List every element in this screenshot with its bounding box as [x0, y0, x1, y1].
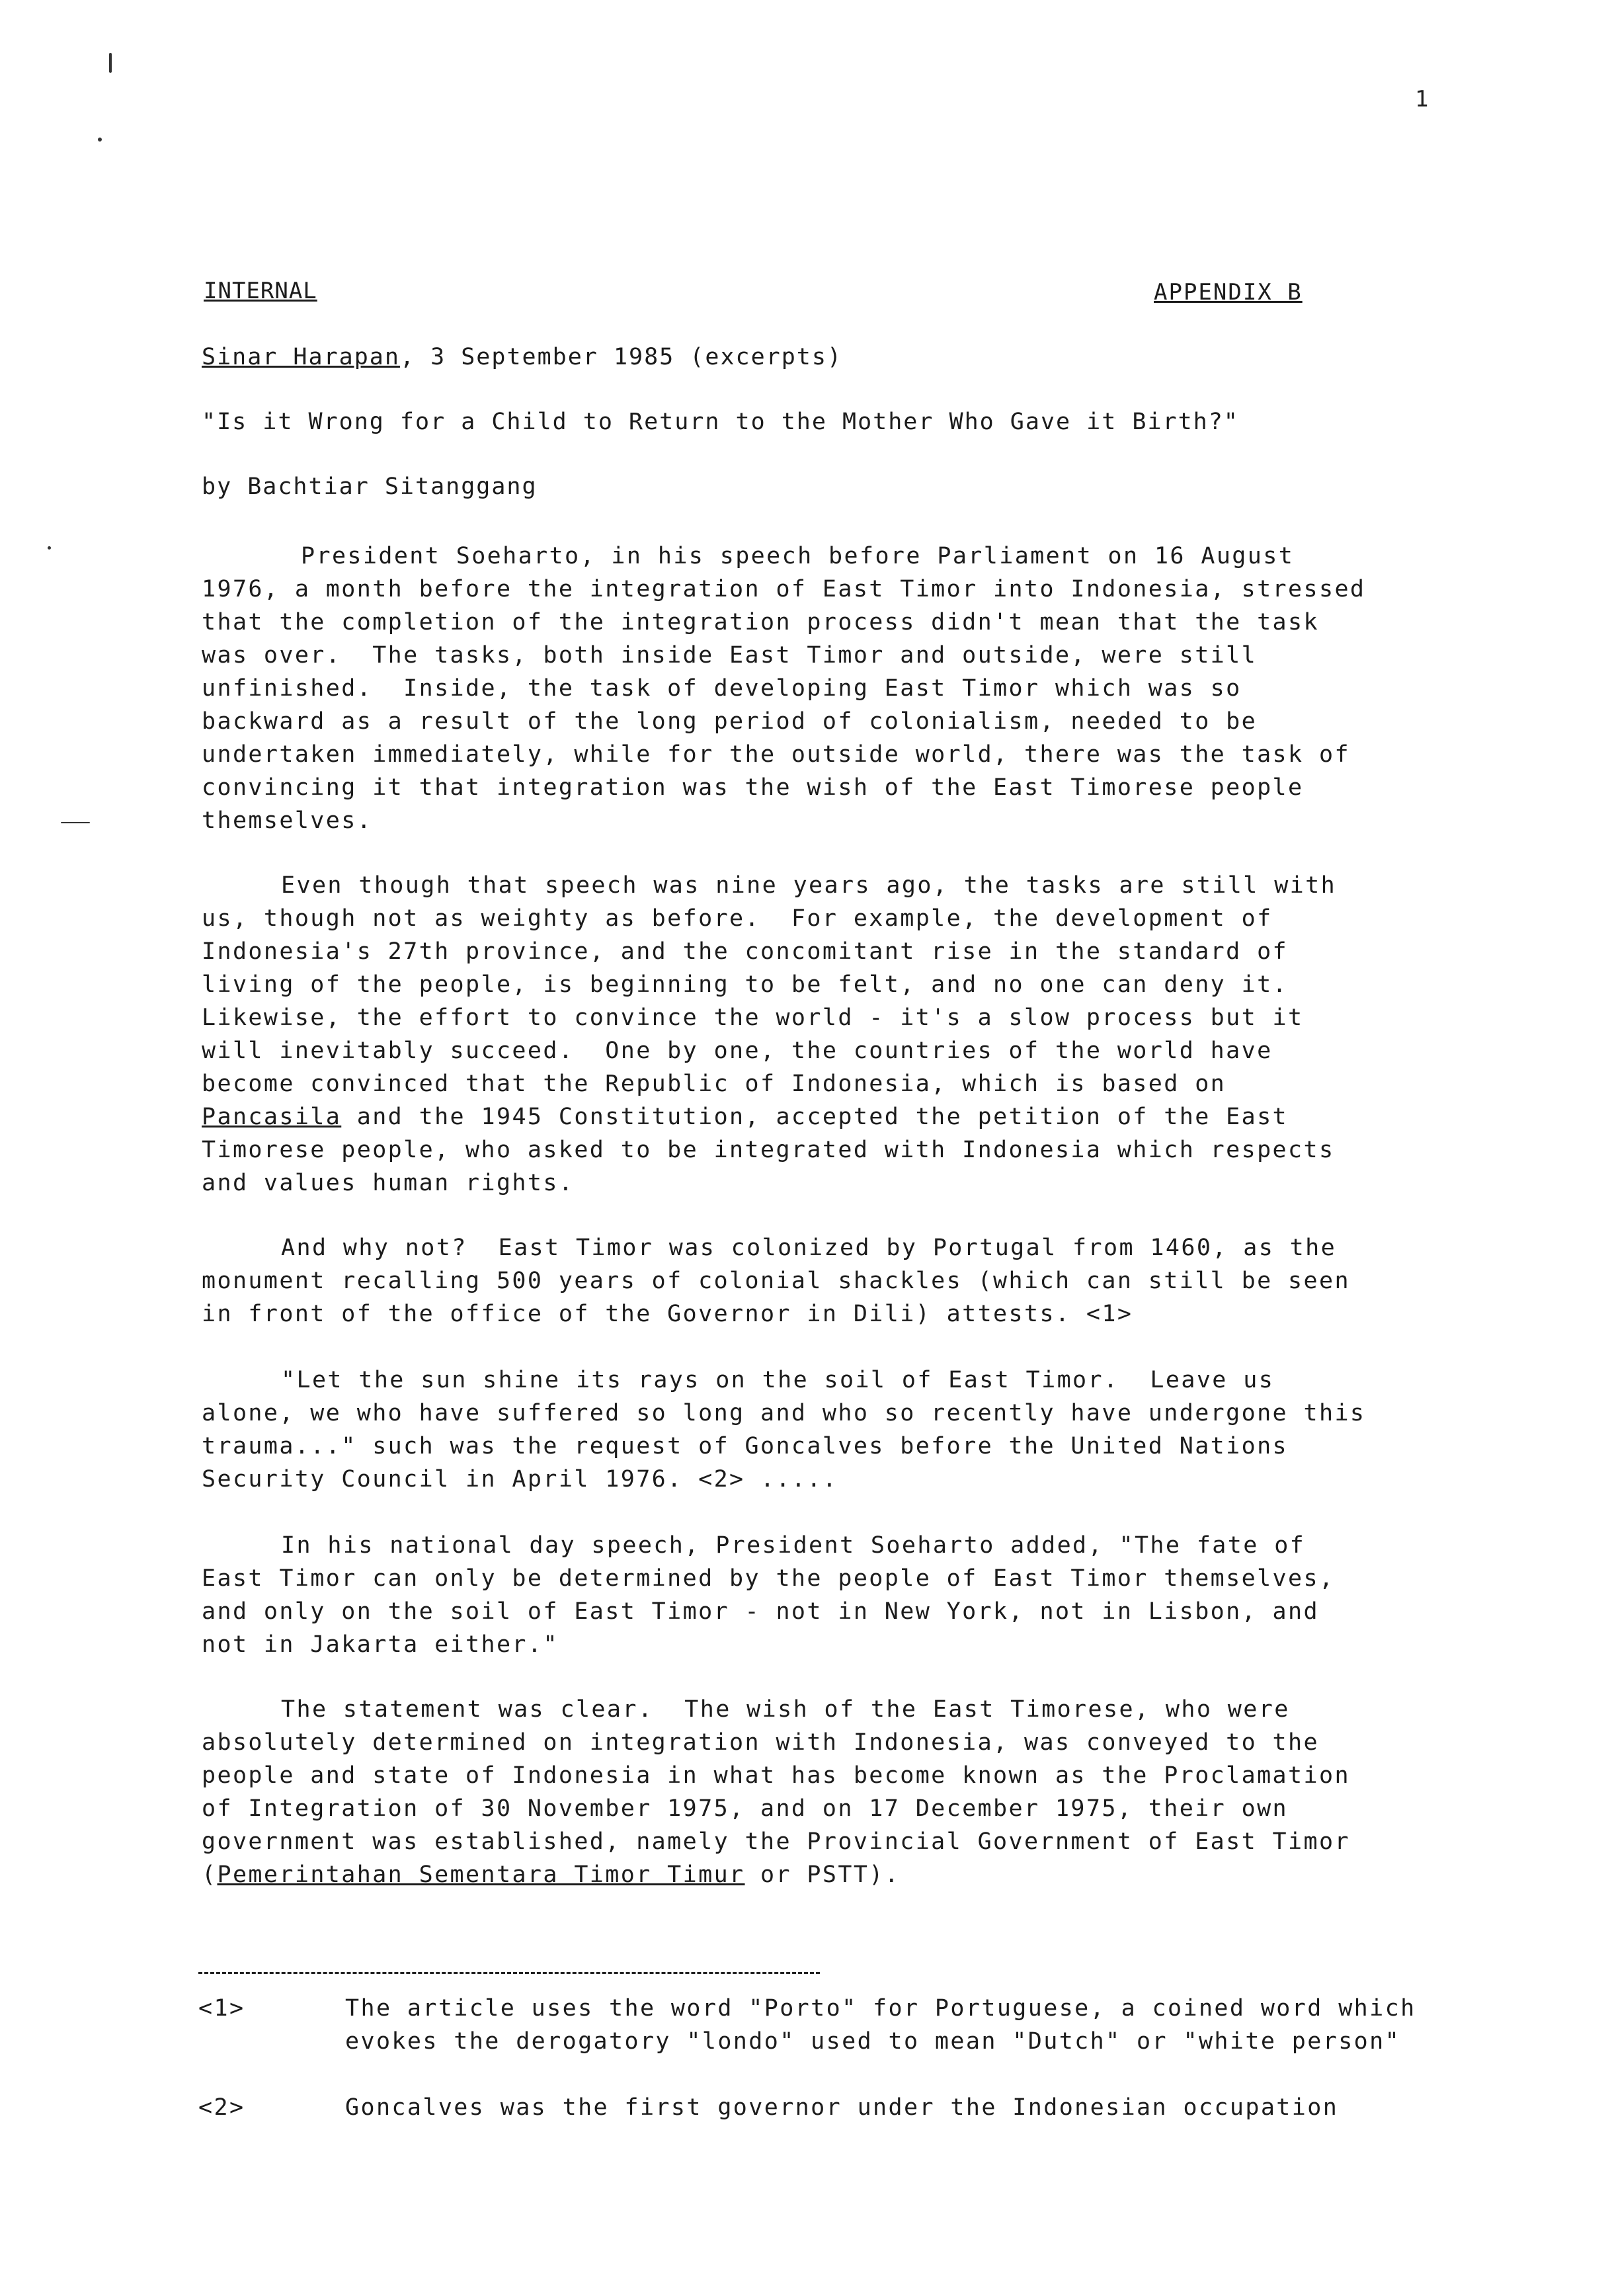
article-byline: by Bachtiar Sitanggang: [202, 473, 538, 500]
paragraph-1: [202, 540, 1458, 837]
footnote-1-mark: <1>: [198, 1995, 245, 2022]
source-line: [202, 344, 842, 370]
paragraph-3: [202, 1231, 1458, 1331]
footnote-1-text: The article uses the word "Porto" for Portuguese, a coined word which evokes the derogatory "londo" used to mean "Dutch" or "white person": [345, 1995, 1416, 2055]
paragraph-6-text-b: or PSTT).: [744, 1862, 901, 1888]
paragraph-3-text: And why not? East Timor was colonized by Portugal from 1460, as the monument recalling 500 years of colonial shackles (which can still be seen in front of the office of the Governor in Dili) attests. <1>: [202, 1235, 1350, 1327]
paragraph-2-text-a: Even though that speech was nine years ago, the tasks are still with us, though not as weighty as before. For example, the development of Indonesia's 27th province, and the concomitant rise in the standard of living of the people, is beginning to be felt, and no one can deny it. Likewise, the effort to convince the world - it's a slow process but it will inevitably succeed. One by one, the countries of the world have become convinced that the Republic of Indonesia, which is based on: [202, 872, 1337, 1097]
scan-speck: [109, 53, 112, 73]
paragraph-2-text-b: and the 1945 Constitution, accepted the petition of the East Timorese people, who asked to be integrated with Indonesia which respects and values human rights.: [202, 1104, 1335, 1196]
term-pstt: Pemerintahan Sementara Timor Timur: [217, 1862, 745, 1888]
article-headline: "Is it Wrong for a Child to Return to the Mother Who Gave it Birth?": [202, 409, 1239, 435]
paragraph-6-text-a: The statement was clear. The wish of the East Timorese, who were absolutely determined on integration with Indonesia, was conveyed to the people and state of Indonesia in what has become known as the Proclamation of Integration of 30 November 1975, and on 17 December 1975, their own government was established, namely the Provincial Government of East Timor (: [202, 1696, 1350, 1888]
footnote-2-text: Goncalves was the first governor under the Indonesian occupation: [345, 2094, 1339, 2121]
scan-speck: [61, 822, 90, 823]
publication-name: Sinar Harapan: [202, 344, 400, 370]
page-number: 1: [1415, 86, 1429, 112]
paragraph-6: [202, 1693, 1458, 1891]
paragraph-4: [202, 1364, 1458, 1496]
paragraph-1-text: President Soeharto, in his speech before Parliament on 16 August 1976, a month before the integration of East Timor into Indonesia, stressed that the completion of the integration process didn't mean that the task was over. The tasks, both inside East Timor and outside, were still unfinished. Inside, the task of developing East Timor which was so backward as a result of the long period of colonialism, needed to be undertaken immediately, while for the outside world, there was the task of convincing it that integration was the wish of the East Timorese people themselves.: [202, 543, 1366, 834]
term-pancasila: Pancasila: [202, 1104, 342, 1130]
scan-speck: [98, 138, 102, 142]
paragraph-5-text: In his national day speech, President Soeharto added, "The fate of East Timor can only be determined by the people of East Timor themselves, and only on the soil of East Timor - not in New York, not in Lisbon, and not in Jakarta either.": [202, 1532, 1335, 1658]
publication-date: , 3 September 1985 (excerpts): [399, 344, 843, 370]
paragraph-4-text: "Let the sun shine its rays on the soil of East Timor. Leave us alone, we who have suffered so long and who so recently have undergone this trauma..." such was the request of Goncalves before the United Nations Security Council in April 1976. <2> .....: [202, 1367, 1366, 1493]
footnote-2-mark: <2>: [198, 2094, 245, 2121]
paragraph-2: [202, 869, 1458, 1200]
footnote-separator: [198, 1972, 820, 1974]
paragraph-5: [202, 1529, 1458, 1661]
appendix-label: APPENDIX B: [1154, 279, 1303, 306]
scan-speck: [48, 546, 51, 550]
classification-label: INTERNAL: [204, 278, 317, 304]
